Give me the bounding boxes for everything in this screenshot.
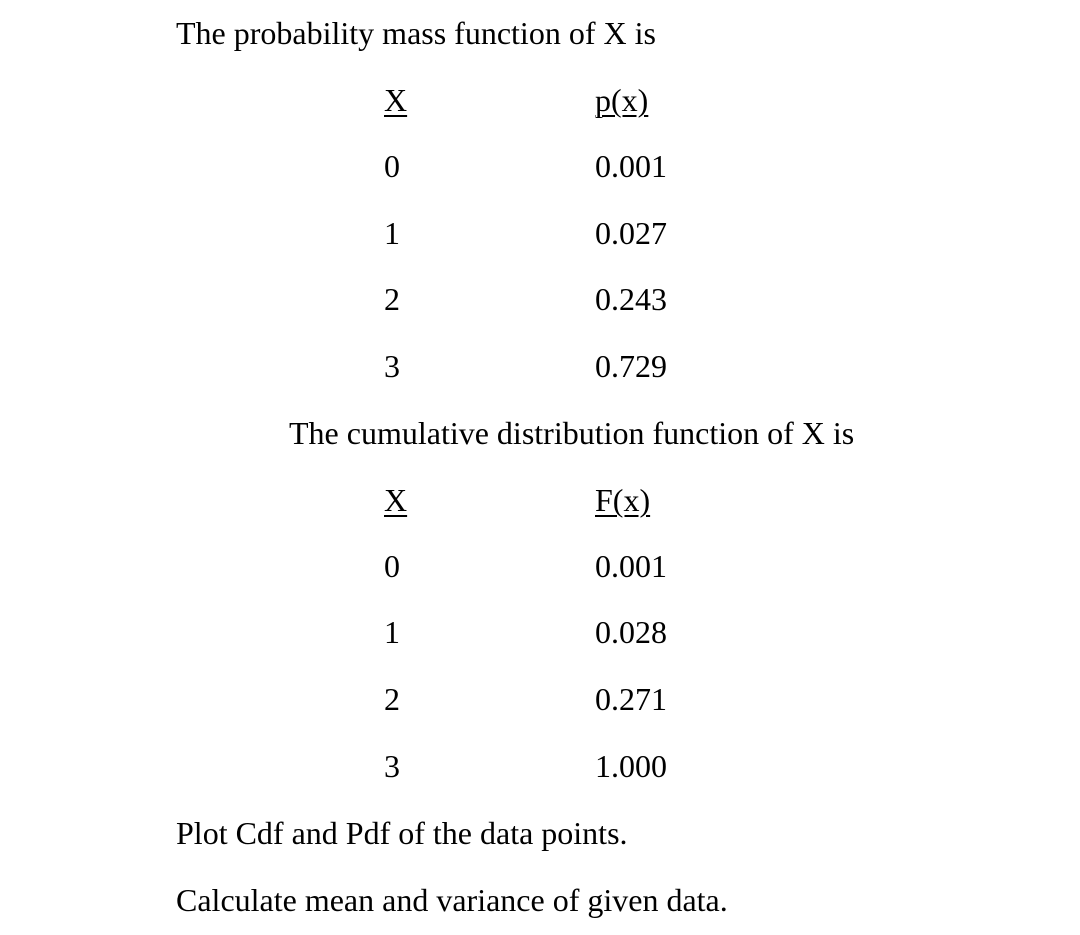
pmf-header-p: p(x) xyxy=(595,82,649,118)
cdf-row-0-x: 0 xyxy=(384,548,400,584)
cdf-intro: The cumulative distribution function of X is xyxy=(289,415,855,451)
pmf-row-2-p: 0.243 xyxy=(595,281,667,317)
cdf-header-x: X xyxy=(384,482,408,518)
pmf-header-x: X xyxy=(384,82,408,118)
cdf-row-2-f: 0.271 xyxy=(595,681,667,717)
task-plot: Plot Cdf and Pdf of the data points. xyxy=(176,815,628,851)
pmf-row-3-p: 0.729 xyxy=(595,348,667,384)
cdf-row-3-f: 1.000 xyxy=(595,748,667,784)
cdf-header-f: F(x) xyxy=(595,482,651,518)
cdf-row-1-f: 0.028 xyxy=(595,614,667,650)
pmf-row-1-x: 1 xyxy=(384,215,400,251)
pmf-row-0-p: 0.001 xyxy=(595,148,667,184)
task-calculate: Calculate mean and variance of given data. xyxy=(176,882,728,918)
pmf-row-2-x: 2 xyxy=(384,281,400,317)
cdf-row-3-x: 3 xyxy=(384,748,400,784)
cdf-row-0-f: 0.001 xyxy=(595,548,667,584)
pmf-intro: The probability mass function of X is xyxy=(176,15,656,51)
cdf-row-1-x: 1 xyxy=(384,614,400,650)
cdf-row-2-x: 2 xyxy=(384,681,400,717)
pmf-row-3-x: 3 xyxy=(384,348,400,384)
pmf-row-1-p: 0.027 xyxy=(595,215,667,251)
pmf-row-0-x: 0 xyxy=(384,148,400,184)
